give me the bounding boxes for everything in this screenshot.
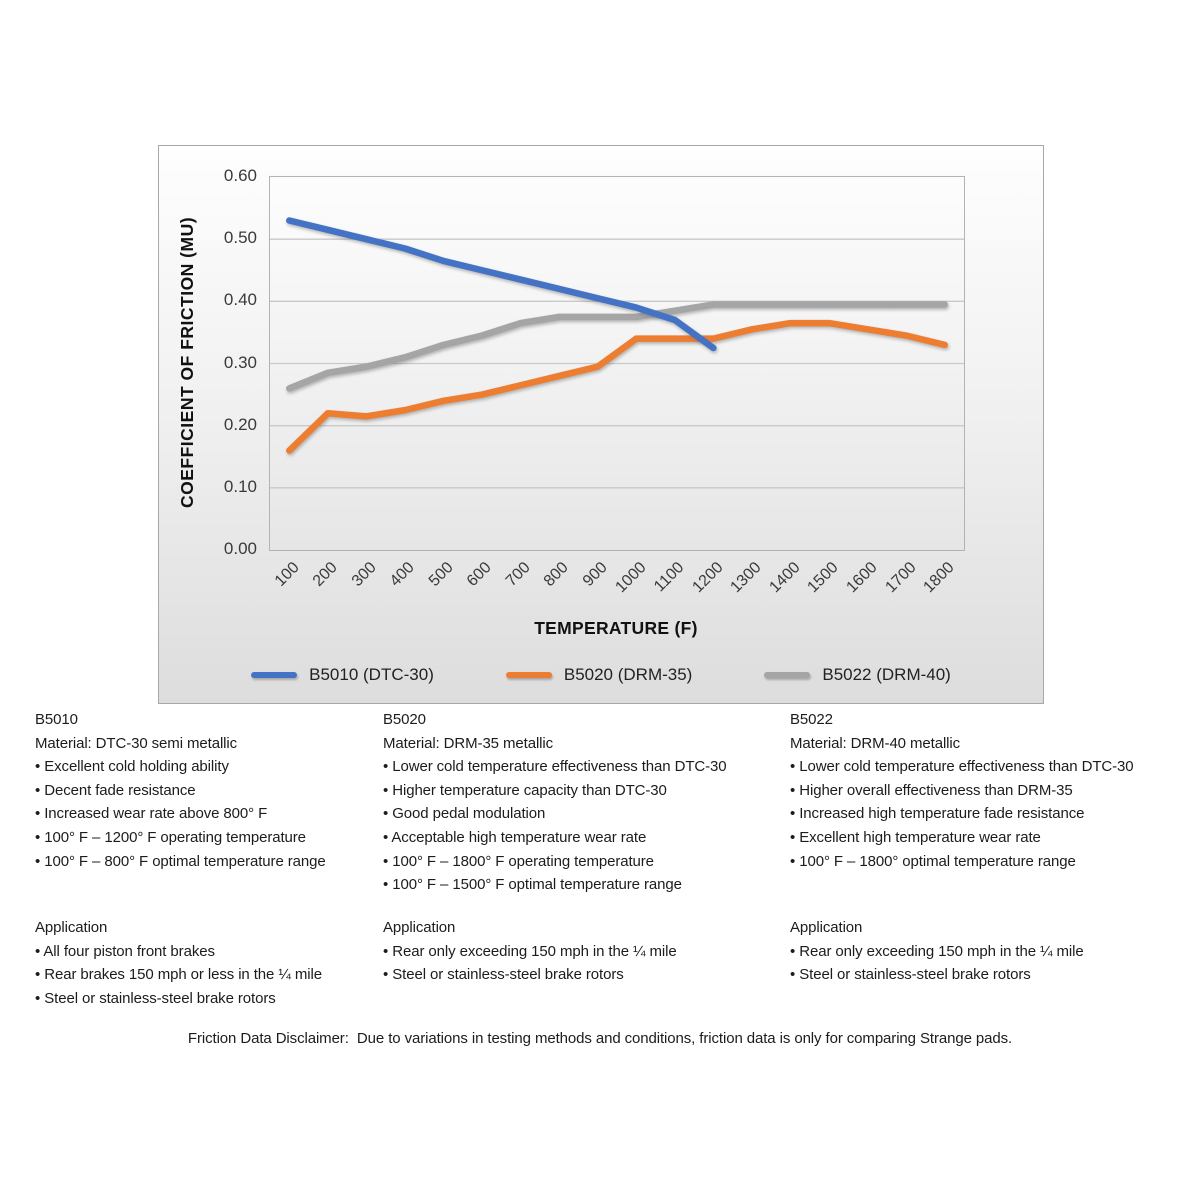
x-tick-label: 600: [464, 559, 496, 590]
y-tick-label: 0.60: [223, 166, 257, 185]
x-axis-title: TEMPERATURE (F): [534, 618, 698, 638]
line-chart-plot-area: [269, 176, 965, 551]
x-tick-label: 1500: [804, 559, 843, 597]
feature-bullet: • Decent fade resistance: [35, 779, 380, 803]
application-column-b5020: [383, 916, 783, 987]
x-tick-label: 1000: [612, 559, 650, 597]
chart-legend: [159, 660, 1043, 690]
application-bullet: • Rear brakes 150 mph or less in the ¼ mile: [35, 963, 380, 987]
x-tick-label: 200: [309, 559, 341, 590]
legend-label: B5022 (DRM-40): [822, 665, 951, 684]
application-bullet: • Steel or stainless-steel brake rotors: [383, 963, 783, 987]
product-material: Material: DRM-40 metallic: [790, 734, 961, 752]
x-tick-label: 900: [579, 559, 611, 590]
feature-bullet: • Excellent cold holding ability: [35, 755, 380, 779]
feature-bullet: • Good pedal modulation: [383, 802, 783, 826]
y-tick-label: 0.30: [223, 352, 257, 372]
friction-data-disclaimer: Friction Data Disclaimer: Due to variations in testing methods and conditions, friction data is only for comparing Strange pads.: [187, 1030, 1013, 1047]
product-id: B5022: [790, 711, 833, 728]
application-bullet: • Steel or stainless-steel brake rotors: [790, 963, 1190, 987]
application-column-b5010: [35, 916, 380, 1010]
product-column-b5022: [790, 708, 1190, 873]
feature-bullet: • 100° F – 1800° optimal temperature range: [790, 850, 1190, 874]
feature-bullet: • Increased high temperature fade resistance: [790, 802, 1190, 826]
y-tick-label: 0.50: [223, 228, 257, 248]
feature-bullet: • Lower cold temperature effectiveness than DTC-30: [790, 755, 1190, 779]
legend-swatch: [251, 672, 297, 678]
x-tick-label: 1600: [843, 559, 881, 597]
y-tick-label: 0.00: [223, 539, 257, 558]
y-tick-label: 0.40: [223, 290, 257, 310]
application-bullet: • All four piston front brakes: [35, 940, 380, 964]
feature-bullet: • Excellent high temperature wear rate: [790, 826, 1190, 850]
feature-bullet: • 100° F – 1800° F operating temperature: [383, 850, 783, 874]
product-id: B5020: [383, 711, 426, 728]
x-tick-label: 1300: [727, 559, 765, 597]
application-title: Application: [790, 919, 863, 936]
application-bullet: • Rear only exceeding 150 mph in the ¼ mile: [383, 940, 783, 964]
y-tick-label: 0.20: [223, 414, 257, 434]
application-title: Application: [383, 919, 456, 936]
legend-item-b5020: [506, 665, 693, 685]
x-tick-label: 1200: [689, 559, 727, 597]
x-tick-label: 1400: [766, 559, 804, 597]
feature-bullet: • Acceptable high temperature wear rate: [383, 826, 783, 850]
application-title: Application: [35, 919, 108, 936]
application-column-b5022: [790, 916, 1190, 987]
friction-chart-card: [158, 145, 1044, 704]
series-line-b5020: [289, 323, 944, 450]
legend-swatch: [506, 672, 552, 678]
feature-bullet: • 100° F – 1500° F optimal temperature range: [383, 873, 783, 897]
product-id: B5010: [35, 711, 78, 728]
product-material: Material: DRM-35 metallic: [383, 734, 554, 752]
feature-bullet: • 100° F – 800° F optimal temperature range: [35, 850, 380, 874]
product-column-b5020: [383, 708, 783, 897]
legend-swatch: [764, 672, 810, 678]
product-material: Material: DTC-30 semi metallic: [35, 734, 238, 752]
x-tick-label: 300: [348, 559, 380, 590]
feature-bullet: • Higher overall effectiveness than DRM-35: [790, 779, 1190, 803]
feature-bullet: • Higher temperature capacity than DTC-30: [383, 779, 783, 803]
x-tick-label: 1800: [920, 559, 958, 597]
legend-label: B5020 (DRM-35): [563, 665, 693, 684]
x-tick-label: 1100: [651, 559, 688, 596]
x-tick-label: 100: [271, 559, 303, 590]
x-tick-label: 500: [425, 559, 457, 590]
legend-item-b5022: [764, 665, 951, 685]
x-tick-label: 400: [387, 559, 418, 590]
feature-bullet: • Lower cold temperature effectiveness than DTC-30: [383, 755, 783, 779]
feature-bullet: • Increased wear rate above 800° F: [35, 802, 380, 826]
series-line-b5022: [289, 304, 944, 388]
y-tick-label: 0.10: [223, 476, 257, 496]
x-tick-label: 800: [541, 559, 573, 590]
legend-label: B5010 (DTC-30): [309, 665, 434, 684]
legend-item-b5010: [251, 665, 434, 685]
feature-bullet: • 100° F – 1200° F operating temperature: [35, 826, 380, 850]
application-bullet: • Steel or stainless-steel brake rotors: [35, 987, 380, 1011]
y-axis-title: COEFFICIENT OF FRICTION (MU): [177, 216, 197, 509]
x-tick-label: 700: [502, 559, 534, 590]
x-tick-label: 1700: [881, 559, 920, 597]
product-column-b5010: [35, 708, 380, 873]
application-bullet: • Rear only exceeding 150 mph in the ¼ mile: [790, 940, 1190, 964]
